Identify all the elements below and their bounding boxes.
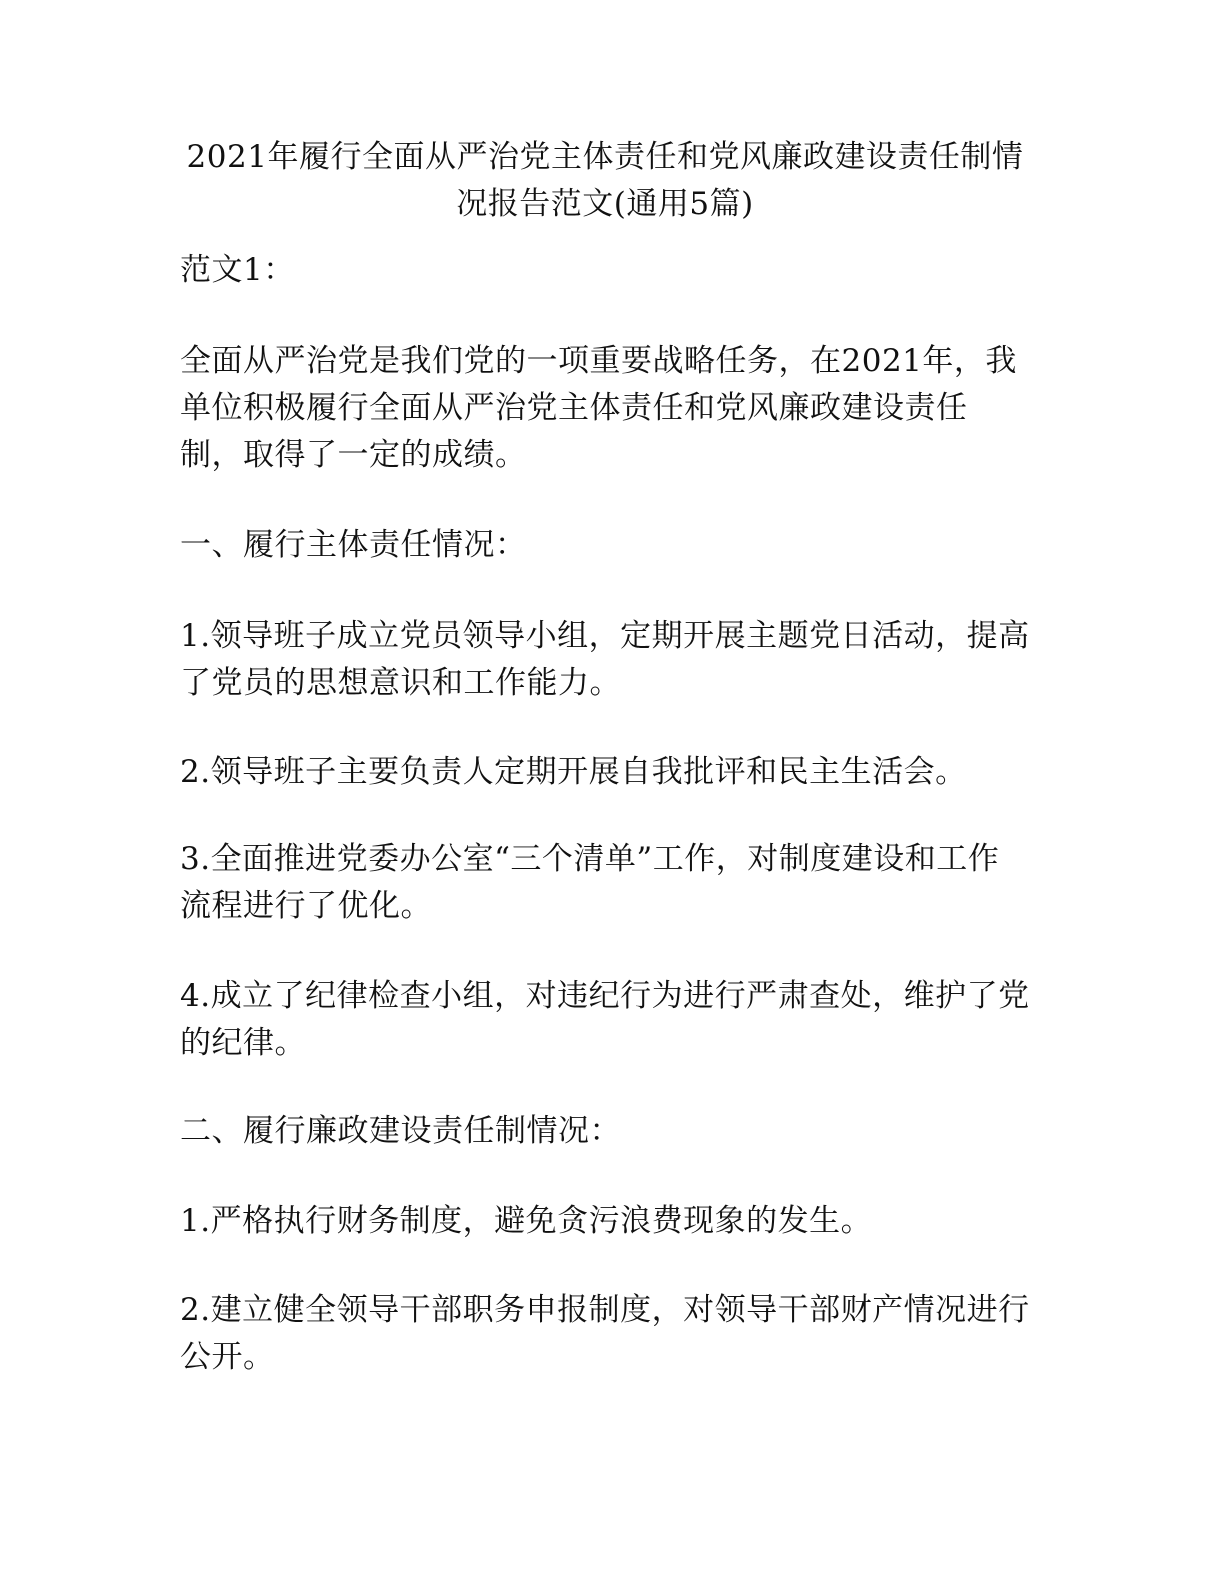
list-item-1-2: 2.领导班子主要负责人定期开展自我批评和民主生活会。 [180, 754, 967, 790]
section-heading-2: 二、履行廉政建设责任制情况： [180, 1113, 621, 1149]
document-title: 2021年履行全面从严治党主体责任和党风廉政建设责任制情况报告范文(通用5篇) [186, 139, 1024, 222]
list-item-1-3: 3.全面推进党委办公室“三个清单”工作，对制度建设和工作流程进行了优化。 [180, 841, 1000, 924]
list-item-1-1: 1.领导班子成立党员领导小组，定期开展主题党日活动，提高了党员的思想意识和工作能力。 [180, 618, 1030, 701]
list-item-2-1: 1.严格执行财务制度，避免贪污浪费现象的发生。 [180, 1203, 873, 1239]
list-item-1-4: 4.成立了纪律检查小组，对违纪行为进行严肃查处，维护了党的纪律。 [180, 978, 1030, 1061]
intro-paragraph: 全面从严治党是我们党的一项重要战略任务，在2021年，我单位积极履行全面从严治党主体责任和党风廉政建设责任制，取得了一定的成绩。 [180, 343, 1017, 473]
list-item-2-2: 2.建立健全领导干部职务申报制度，对领导干部财产情况进行公开。 [180, 1292, 1030, 1375]
section-heading-1: 一、履行主体责任情况： [180, 527, 527, 563]
section-label-sample-1: 范文1： [180, 252, 295, 288]
